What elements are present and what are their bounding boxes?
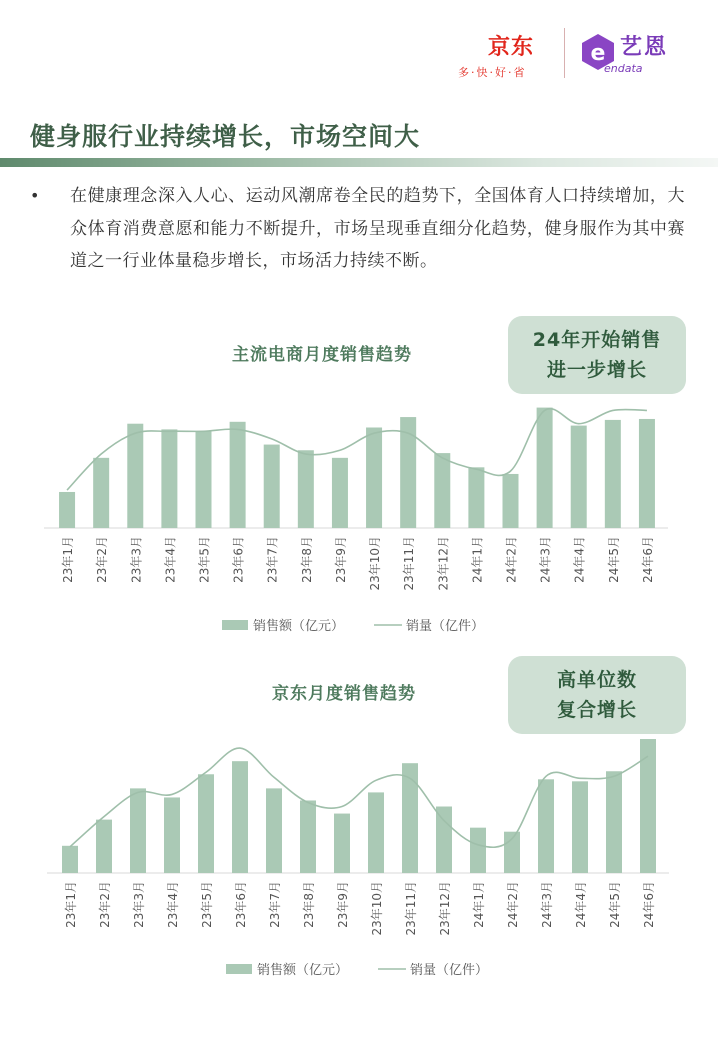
chart2-tick-label: 24年2月 xyxy=(506,881,520,928)
chart2-tick-label: 23年1月 xyxy=(64,881,78,928)
chart2-tick-label: 24年1月 xyxy=(472,881,486,928)
chart2-bar-1 xyxy=(96,820,112,873)
chart1-tick-label: 23年5月 xyxy=(197,536,212,583)
chart1-bar-0 xyxy=(59,492,75,528)
chart1-title: 主流电商月度销售趋势 xyxy=(232,345,412,365)
chart2-legend-bar-swatch xyxy=(226,964,252,974)
chart1-bar-4 xyxy=(196,431,212,528)
chart1-bar-11 xyxy=(434,453,450,528)
chart1-tick-label: 23年2月 xyxy=(95,536,110,583)
chart2-bar-0 xyxy=(62,846,78,873)
chart2-title: 京东月度销售趋势 xyxy=(272,684,416,704)
chart2-tick-label: 23年11月 xyxy=(404,881,418,936)
chart1-bar-2 xyxy=(127,424,143,528)
chart1 xyxy=(0,340,718,640)
chart2-volume-line xyxy=(70,748,648,847)
chart1-bar-13 xyxy=(503,474,519,528)
chart2-tick-label: 23年10月 xyxy=(370,881,384,936)
chart2-tick-label: 24年4月 xyxy=(574,881,588,928)
endata-logo: 艺恩 xyxy=(620,35,669,60)
svg-text:e: e xyxy=(590,41,606,66)
chart1-tick-label: 23年11月 xyxy=(402,536,417,591)
chart1-tick-label: 24年5月 xyxy=(606,536,621,583)
chart2-callout-line1: 高单位数 xyxy=(556,669,637,691)
chart1-bar-1 xyxy=(93,458,109,528)
chart1-legend-sales: 销售额（亿元） xyxy=(253,619,345,634)
bullet-icon: • xyxy=(30,186,40,205)
chart2-bar-5 xyxy=(232,761,248,873)
chart2-tick-label: 24年5月 xyxy=(608,881,622,928)
chart1-tick-label: 23年12月 xyxy=(436,536,451,591)
chart1-tick-label: 23年8月 xyxy=(299,536,314,583)
chart1-bar-9 xyxy=(366,427,382,528)
chart1-tick-label: 24年3月 xyxy=(538,536,553,583)
chart1-tick-label: 23年3月 xyxy=(129,536,144,583)
chart2-callout-line2: 复合增长 xyxy=(556,699,637,721)
chart2-tick-label: 23年2月 xyxy=(98,881,112,928)
chart1-tick-label: 23年7月 xyxy=(265,536,280,583)
chart1-tick-label: 24年6月 xyxy=(640,536,655,583)
chart2-tick-label: 23年9月 xyxy=(336,881,350,928)
chart2-tick-label: 23年7月 xyxy=(268,881,282,928)
chart2-bar-10 xyxy=(402,763,418,873)
chart1-bar-16 xyxy=(605,420,621,528)
logo-area xyxy=(448,18,693,88)
chart1-bar-3 xyxy=(161,429,177,528)
chart1-legend-volume: 销量（亿件） xyxy=(406,619,485,634)
chart2-legend-sales: 销售额（亿元） xyxy=(257,963,349,978)
chart2-bar-9 xyxy=(368,792,384,873)
chart2-bar-14 xyxy=(538,779,554,873)
chart1-callout-line2: 进一步增长 xyxy=(546,359,647,381)
chart2-bar-11 xyxy=(436,807,452,873)
chart2-bar-4 xyxy=(198,774,214,873)
chart2-bar-7 xyxy=(300,800,316,873)
chart2-bar-12 xyxy=(470,828,486,873)
chart1-tick-label: 23年10月 xyxy=(368,536,383,591)
chart2-bar-6 xyxy=(266,788,282,873)
chart1-tick-label: 23年1月 xyxy=(61,536,76,583)
chart1-tick-label: 24年4月 xyxy=(572,536,587,583)
chart2-bar-16 xyxy=(606,771,622,873)
chart2-tick-label: 23年5月 xyxy=(200,881,214,928)
page-title: 健身服行业持续增长，市场空间大 xyxy=(30,122,421,151)
chart2-tick-label: 23年4月 xyxy=(166,881,180,928)
jd-slogan: 多·快·好·省 xyxy=(458,66,527,79)
chart1-bar-15 xyxy=(571,426,587,528)
chart1-bar-12 xyxy=(468,467,484,528)
chart2-tick-label: 24年3月 xyxy=(540,881,554,928)
chart1-bar-17 xyxy=(639,419,655,528)
chart2-tick-label: 23年12月 xyxy=(438,881,452,936)
chart1-callout-line1: 24年开始销售 xyxy=(532,329,662,351)
chart1-tick-label: 23年6月 xyxy=(231,536,246,583)
jd-logo: 京东 xyxy=(488,35,535,60)
chart2-bar-8 xyxy=(334,814,350,873)
chart2-bar-3 xyxy=(164,797,180,873)
chart2-bar-15 xyxy=(572,781,588,873)
endata-sub: endata xyxy=(604,62,643,75)
title-rule xyxy=(0,158,718,167)
chart1-bar-5 xyxy=(230,422,246,528)
chart1-bar-8 xyxy=(332,458,348,528)
chart1-tick-label: 23年9月 xyxy=(333,536,348,583)
chart2-tick-label: 23年6月 xyxy=(234,881,248,928)
chart1-tick-label: 23年4月 xyxy=(163,536,178,583)
chart2-tick-label: 24年6月 xyxy=(642,881,656,928)
chart2-tick-label: 23年3月 xyxy=(132,881,146,928)
chart1-tick-label: 24年2月 xyxy=(504,536,519,583)
chart2-bar-2 xyxy=(130,788,146,873)
chart2-legend-volume: 销量（亿件） xyxy=(410,963,489,978)
chart2-tick-label: 23年8月 xyxy=(302,881,316,928)
chart1-bar-6 xyxy=(264,445,280,528)
intro-paragraph: 在健康理念深入人心、运动风潮席卷全民的趋势下，全国体育人口持续增加，大众体育消费意愿和能力不断提升，市场呈现垂直细分化趋势，健身服作为其中赛道之一行业体量稳步增长，市场活力持续不断。 xyxy=(70,186,685,271)
chart1-legend-bar-swatch xyxy=(222,620,248,630)
chart1-tick-label: 24年1月 xyxy=(470,536,485,583)
logo-divider xyxy=(564,28,565,78)
chart1-volume-line xyxy=(67,409,647,490)
chart2 xyxy=(0,690,718,1020)
chart1-bar-14 xyxy=(537,408,553,528)
chart1-bar-7 xyxy=(298,450,314,528)
